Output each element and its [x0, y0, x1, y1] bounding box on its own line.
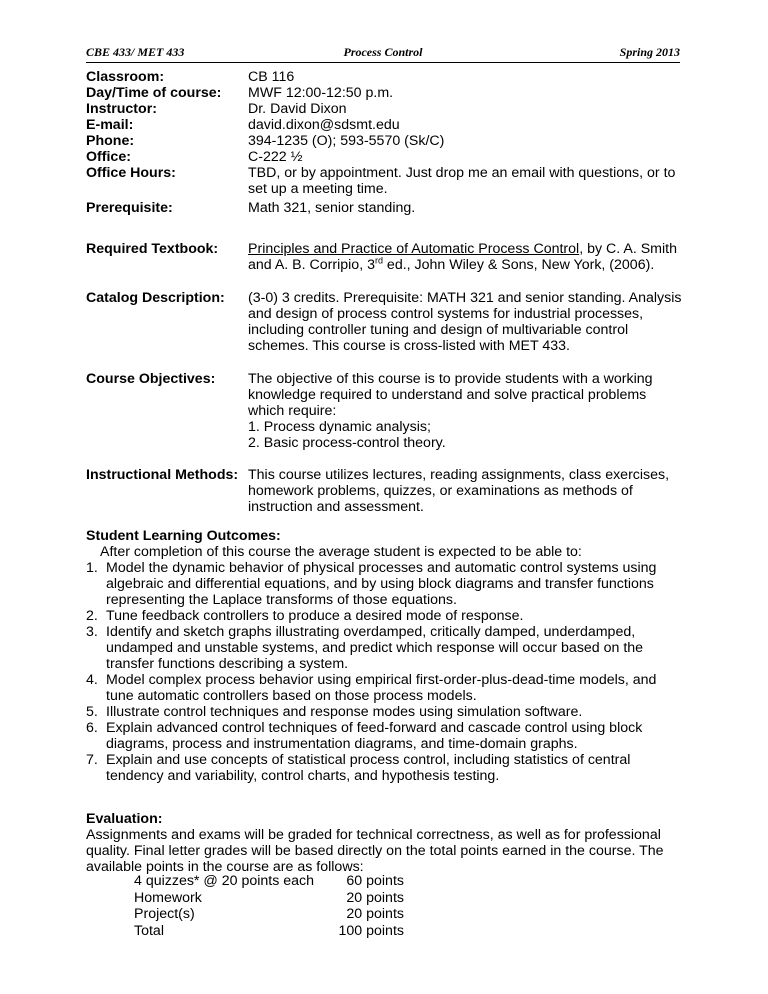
list-item: 2. Tune feedback controllers to produce a desired mode of response. [86, 608, 524, 624]
prerequisite-label: Prerequisite: [86, 200, 173, 216]
info-row-classroom [86, 69, 686, 85]
prerequisite-value: Math 321, senior standing. [248, 200, 416, 216]
methods-section [86, 467, 686, 515]
info-label: Phone: [86, 133, 135, 149]
textbook-publisher: ed., John Wiley & Sons, New York, (2006). [382, 257, 655, 273]
info-row-office-hours [86, 165, 686, 197]
list-item: 5. Illustrate control techniques and response modes using simulation software. [86, 704, 583, 720]
info-value-email[interactable]: david.dixon@sdsmt.edu [248, 117, 400, 133]
info-value: MWF 12:00-12:50 p.m. [248, 85, 394, 101]
methods-label: Instructional Methods: [86, 467, 239, 483]
outcomes-list [86, 560, 686, 784]
table-row [134, 890, 404, 907]
header-course-code: CBE 433/ MET 433 [86, 45, 185, 59]
points-item: Homework [134, 889, 202, 906]
objectives-label: Course Objectives: [86, 371, 216, 387]
info-value: C-222 ½ [248, 149, 303, 165]
info-label: Instructor: [86, 101, 157, 117]
outcomes-intro: After completion of this course the average student is expected to be able to: [100, 544, 582, 560]
table-row [134, 923, 404, 940]
objective-item: 2. Basic process-control theory. [248, 435, 446, 451]
list-item: 6. Explain advanced control techniques of feed-forward and cascade control using block diagrams, process and instrumentation diagrams, and time-domain graphs. [86, 720, 643, 752]
prerequisite-section [86, 200, 686, 216]
edition-superscript: rd [374, 255, 383, 266]
course-info-block [86, 69, 686, 197]
info-label: Office: [86, 149, 131, 165]
textbook-section [86, 241, 686, 273]
points-item: Project(s) [134, 906, 195, 922]
textbook-value [248, 241, 686, 273]
info-row-day-time [86, 85, 686, 101]
objectives-section [86, 371, 686, 451]
points-item: Total [134, 922, 164, 939]
table-row [134, 906, 404, 923]
textbook-authors: , by C. A. Smith and A. B. Corripio, 3 [248, 241, 677, 273]
header-term: Spring 2013 [619, 45, 680, 59]
evaluation-section [86, 811, 686, 875]
points-value: 20 points [346, 906, 404, 922]
info-value: 394-1235 (O); 593-5570 (Sk/C) [248, 133, 445, 149]
catalog-value: (3-0) 3 credits. Prerequisite: MATH 321 and senior standing. Analysis and design of process control systems for industrial processes, including controller tuning and design of multivariable control schemes. This course is cross-listed with MET 433. [248, 290, 682, 354]
evaluation-heading: Evaluation: [86, 811, 163, 827]
learning-outcomes-section [86, 528, 686, 784]
textbook-label: Required Textbook: [86, 241, 219, 257]
page-header [86, 44, 680, 63]
info-label: E-mail: [86, 117, 134, 133]
evaluation-text: Assignments and exams will be graded for technical correctness, as well as for professional quality. Final letter grades will be based directly on the total points earned in the course. The available points in the course are as follows: [86, 827, 664, 875]
list-item: 4. Model complex process behavior using empirical first-order-plus-dead-time models, and tune automatic controllers based on those process models. [86, 672, 657, 704]
info-value: TBD, or by appointment. Just drop me an email with questions, or to set up a meeting time. [248, 165, 676, 197]
info-row-instructor [86, 101, 686, 117]
points-value: 60 points [346, 873, 404, 889]
list-item: 7. Explain and use concepts of statistical process control, including statistics of central tendency and variability, control charts, and hypothesis testing. [86, 752, 631, 784]
textbook-title: Principles and Practice of Automatic Process Control [248, 241, 580, 257]
info-row-office [86, 149, 686, 165]
header-course-title: Process Control [343, 45, 423, 59]
info-label: Classroom: [86, 69, 165, 85]
list-item: 1. Model the dynamic behavior of physical processes and automatic control systems using algebraic and differential equations, and by using block diagrams and transfer functions representing the Laplace transforms of those equations. [86, 560, 657, 608]
objectives-text: The objective of this course is to provide students with a working knowledge required to understand and solve practical problems which require: [248, 371, 653, 419]
info-label: Day/Time of course: [86, 85, 222, 101]
points-item: 4 quizzes* @ 20 points each [134, 873, 315, 889]
info-value: Dr. David Dixon [248, 101, 347, 117]
info-value: CB 116 [248, 69, 295, 85]
objective-item: 1. Process dynamic analysis; [248, 419, 431, 435]
table-row [134, 873, 404, 890]
points-value: 20 points [346, 889, 404, 906]
info-row-email [86, 117, 686, 133]
catalog-label: Catalog Description: [86, 290, 225, 306]
catalog-section [86, 290, 686, 354]
points-table [134, 873, 404, 939]
info-row-phone [86, 133, 686, 149]
list-item: 3. Identify and sketch graphs illustrating overdamped, critically damped, underdamped, undamped and unstable systems, and predict which response will occur based on the transfer functions describing a system. [86, 624, 644, 672]
info-label: Office Hours: [86, 165, 176, 181]
methods-value: This course utilizes lectures, reading assignments, class exercises, homework problems, quizzes, or examinations as methods of instruction and assessment. [248, 467, 670, 515]
points-value: 100 points [338, 922, 404, 939]
outcomes-heading: Student Learning Outcomes: [86, 528, 281, 544]
